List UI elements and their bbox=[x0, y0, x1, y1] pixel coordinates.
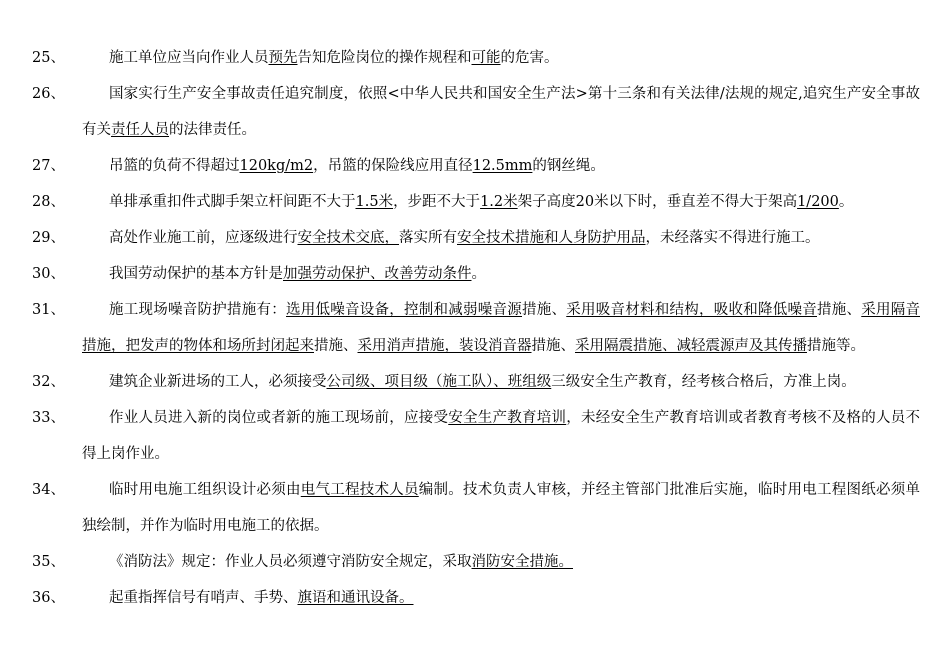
item-number: 34、 bbox=[32, 482, 65, 498]
item-number: 29、 bbox=[32, 230, 65, 246]
underlined-answer: 预先 bbox=[268, 50, 298, 66]
list-item bbox=[32, 400, 920, 472]
item-text bbox=[53, 148, 920, 184]
text-segment: 告知危险岗位的操作规程和 bbox=[297, 50, 472, 66]
text-segment: 措施等。 bbox=[807, 338, 865, 354]
underlined-answer: 选用低噪音设备，控制和减弱噪音源 bbox=[286, 302, 522, 318]
item-text bbox=[53, 40, 920, 76]
text-segment: 国家实行生产安全事故责任追究制度，依照<中华人民共和国安全生产法>第十三条和有关法律/法规的规定,追究生产安全事故有关 bbox=[82, 86, 920, 138]
underlined-answer: 消防安全措施。 bbox=[471, 554, 573, 570]
item-number: 31、 bbox=[32, 302, 65, 318]
underlined-answer: 可能 bbox=[471, 50, 501, 66]
underlined-answer: 责任人员 bbox=[111, 122, 169, 138]
text-segment: 措施、 bbox=[531, 338, 575, 354]
text-segment: 措施、 bbox=[817, 302, 862, 318]
text-segment: 施工单位应当向作业人员 bbox=[109, 50, 269, 66]
list-item bbox=[32, 580, 920, 616]
text-segment: ，步距不大于 bbox=[393, 194, 481, 210]
text-segment: 吊篮的负荷不得超过 bbox=[109, 158, 240, 174]
text-segment: ，吊篮的保险线应用直径 bbox=[313, 158, 473, 174]
text-segment: 作业人员进入新的岗位或者新的施工现场前，应接受 bbox=[109, 410, 449, 426]
item-text bbox=[53, 544, 920, 580]
underlined-answer: 1.2米 bbox=[480, 194, 518, 210]
underlined-answer: 旗语和通讯设备。 bbox=[297, 590, 414, 606]
list-item bbox=[32, 40, 920, 76]
item-text bbox=[53, 580, 920, 616]
list-item bbox=[32, 292, 920, 364]
list-item bbox=[32, 544, 920, 580]
list-item bbox=[32, 472, 920, 544]
text-segment: ，未经落实不得进行施工。 bbox=[645, 230, 820, 246]
underlined-answer: 1.5米 bbox=[355, 194, 394, 210]
item-number: 27、 bbox=[32, 158, 65, 174]
text-segment: 编制。技术负责人审核，并经主管部门批准后实施，临时用电工程图纸必须单独绘制，并作为临时用电施工的依据。 bbox=[82, 482, 920, 534]
item-text bbox=[53, 220, 920, 256]
text-segment: 。 bbox=[838, 194, 854, 210]
text-segment: 高处作业施工前，应逐级进行 bbox=[109, 230, 298, 246]
numbered-list bbox=[32, 40, 920, 616]
underlined-answer: 电气工程技术人员 bbox=[300, 482, 419, 498]
underlined-answer: 120kg/m2 bbox=[239, 158, 314, 174]
item-number: 26、 bbox=[32, 86, 65, 102]
underlined-answer: 1/200 bbox=[797, 194, 839, 210]
item-number: 32、 bbox=[32, 374, 65, 390]
text-segment: 单排承重扣件式脚手架立杆间距不大于 bbox=[109, 194, 356, 210]
item-text bbox=[53, 400, 920, 472]
underlined-answer: 安全技术交底， bbox=[297, 230, 399, 246]
item-text bbox=[53, 292, 920, 364]
underlined-answer: 采用吸音材料和结构，吸收和降低噪音 bbox=[566, 302, 817, 318]
underlined-answer: 采用隔震措施、减轻震源声及其传播 bbox=[575, 338, 807, 354]
item-text bbox=[53, 76, 920, 148]
item-number: 33、 bbox=[32, 410, 65, 426]
text-segment: 落实所有 bbox=[399, 230, 457, 246]
underlined-answer: 安全生产教育培训 bbox=[448, 410, 567, 426]
item-text bbox=[53, 256, 920, 292]
item-text bbox=[53, 472, 920, 544]
list-item bbox=[32, 364, 920, 400]
underlined-answer: 采用隔音措施，把发声的物体和场所封闭起来 bbox=[82, 302, 920, 354]
list-item bbox=[32, 256, 920, 292]
text-segment: 的危害。 bbox=[500, 50, 559, 66]
text-segment: 建筑企业新进场的工人，必须接受 bbox=[109, 374, 327, 390]
text-segment: 临时用电施工组织设计必须由 bbox=[109, 482, 301, 498]
underlined-answer: 12.5mm bbox=[472, 158, 533, 174]
item-number: 25、 bbox=[32, 50, 65, 66]
list-item bbox=[32, 148, 920, 184]
text-segment: 。 bbox=[471, 266, 486, 282]
item-text bbox=[53, 364, 920, 400]
text-segment: 起重指挥信号有哨声、手势、 bbox=[109, 590, 298, 606]
text-segment: 我国劳动保护的基本方针是 bbox=[109, 266, 283, 282]
item-number: 30、 bbox=[32, 266, 65, 282]
text-segment: 的法律责任。 bbox=[169, 122, 256, 138]
underlined-answer: 采用消声措施，装设消音器 bbox=[357, 338, 532, 354]
underlined-answer: 加强劳动保护、改善劳动条件 bbox=[283, 266, 472, 282]
list-item bbox=[32, 220, 920, 256]
list-item bbox=[32, 76, 920, 148]
item-number: 28、 bbox=[32, 194, 65, 210]
item-number: 36、 bbox=[32, 590, 65, 606]
text-segment: 的钢丝绳。 bbox=[532, 158, 605, 174]
item-number: 35、 bbox=[32, 554, 65, 570]
text-segment: 架子高度20米以下时，垂直差不得大于架高 bbox=[517, 194, 798, 210]
text-segment: 施工现场噪音防护措施有： bbox=[109, 302, 286, 318]
text-segment: 措施、 bbox=[314, 338, 358, 354]
text-segment: ，未经安全生产教育培训或者教育考核不及格的人员不得上岗作业。 bbox=[82, 410, 920, 462]
text-segment: 措施、 bbox=[522, 302, 567, 318]
item-text bbox=[53, 184, 920, 220]
text-segment: 三级安全生产教育，经考核合格后，方准上岗。 bbox=[551, 374, 856, 390]
underlined-answer: 公司级、项目级（施工队）、班组级 bbox=[326, 374, 552, 390]
underlined-answer: 安全技术措施和人身防护用品 bbox=[457, 230, 646, 246]
list-item bbox=[32, 184, 920, 220]
text-segment: 《消防法》规定：作业人员必须遵守消防安全规定，采取 bbox=[109, 554, 472, 570]
